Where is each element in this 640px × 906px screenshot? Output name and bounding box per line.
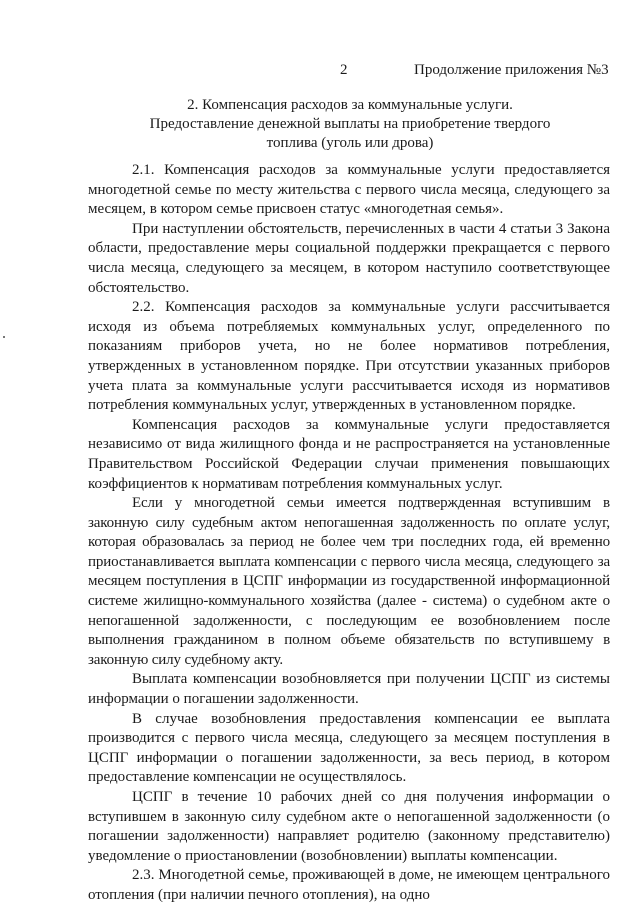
paragraph-debt-suspension: Если у многодетной семьи имеется подтвержденная вступившим в законную силу судебным актом непогашенная задолженность по оплате услуг, которая образовалась за период не более чем три последних года, ей временно приостанавливается выплата компенсации с первого числа месяца, следующего за месяцем поступления в ЦСПГ информации из государственной информационной системе жилищно-коммунального хозяйства (далее - система) о судебном акте о непогашенной задолженности, с последующим ее возобновлением после выполнения гражданином в полном объеме обязательств по вступившему в законную силу судебному акту. [88,495,610,668]
page-number: 2 [340,62,348,78]
paragraph-resumption: Выплата компенсации возобновляется при получении ЦСПГ из системы информации о погашении задолженности. [88,671,610,708]
paragraph-2-3: 2.3. Многодетной семье, проживающей в доме, не имеющем центрального отопления (при наличии печного отопления), на одно [88,867,610,903]
document-body [88,161,610,906]
paragraph-2-1: 2.1. Компенсация расходов за коммунальные услуги предоставляется многодетной семье по месту жительства с первого числа месяца, следующего за месяцем, в котором семье присвоен статус «многодетная семья». [88,162,610,218]
paragraph-2-2: 2.2. Компенсация расходов за коммунальные услуги рассчитывается исходя из объема потребляемых коммунальных услуг, определенного по показаниям приборов учета, но не более нормативов потребления, утвержденных в установленном порядке. При отсутствии указанных приборов учета плата за коммунальные услуги рассчитывается исходя из нормативов потребления коммунальных услуг, утвержденных в установленном порядке. [88,299,610,414]
appendix-continuation-label: Продолжение приложения №3 [414,62,609,78]
paragraph-termination: При наступлении обстоятельств, перечисленных в части 4 статьи 3 Закона области, предоставление меры социальной поддержки прекращается с первого числа месяца, следующего за месяцем, в котором наступило соответствующее обстоятельство. [88,220,610,296]
section-title-line: топлива (уголь или дрова) [266,135,434,151]
section-title [90,96,610,153]
paragraph-resumption-payment: В случае возобновления предоставления компенсации ее выплата производится с первого числа месяца, следующего за месяцем поступления в ЦСПГ информации о погашении задолженности, за весь период, в котором предоставление компенсации не осуществлялось. [88,710,610,786]
paragraph-notification: ЦСПГ в течение 10 рабочих дней со дня получения информации о вступившем в законную силу судебном акте о непогашенной задолженности (о погашении задолженности) направляет родителю (законному представителю) уведомление о приостановлении (возобновлении) выплаты компенсации. [88,789,610,864]
scan-speck [3,336,5,338]
section-title-line: 2. Компенсация расходов за коммунальные услуги. [187,97,513,113]
section-title-line: Предоставление денежной выплаты на приобретение твердого [149,116,551,132]
paragraph-housing-fund: Компенсация расходов за коммунальные услуги предоставляется независимо от вида жилищного фонда и не распространяется на установленные Правительством Российской Федерации случаи применения повышающих коэффициентов к нормативам потребления коммунальных услуг. [88,416,610,492]
